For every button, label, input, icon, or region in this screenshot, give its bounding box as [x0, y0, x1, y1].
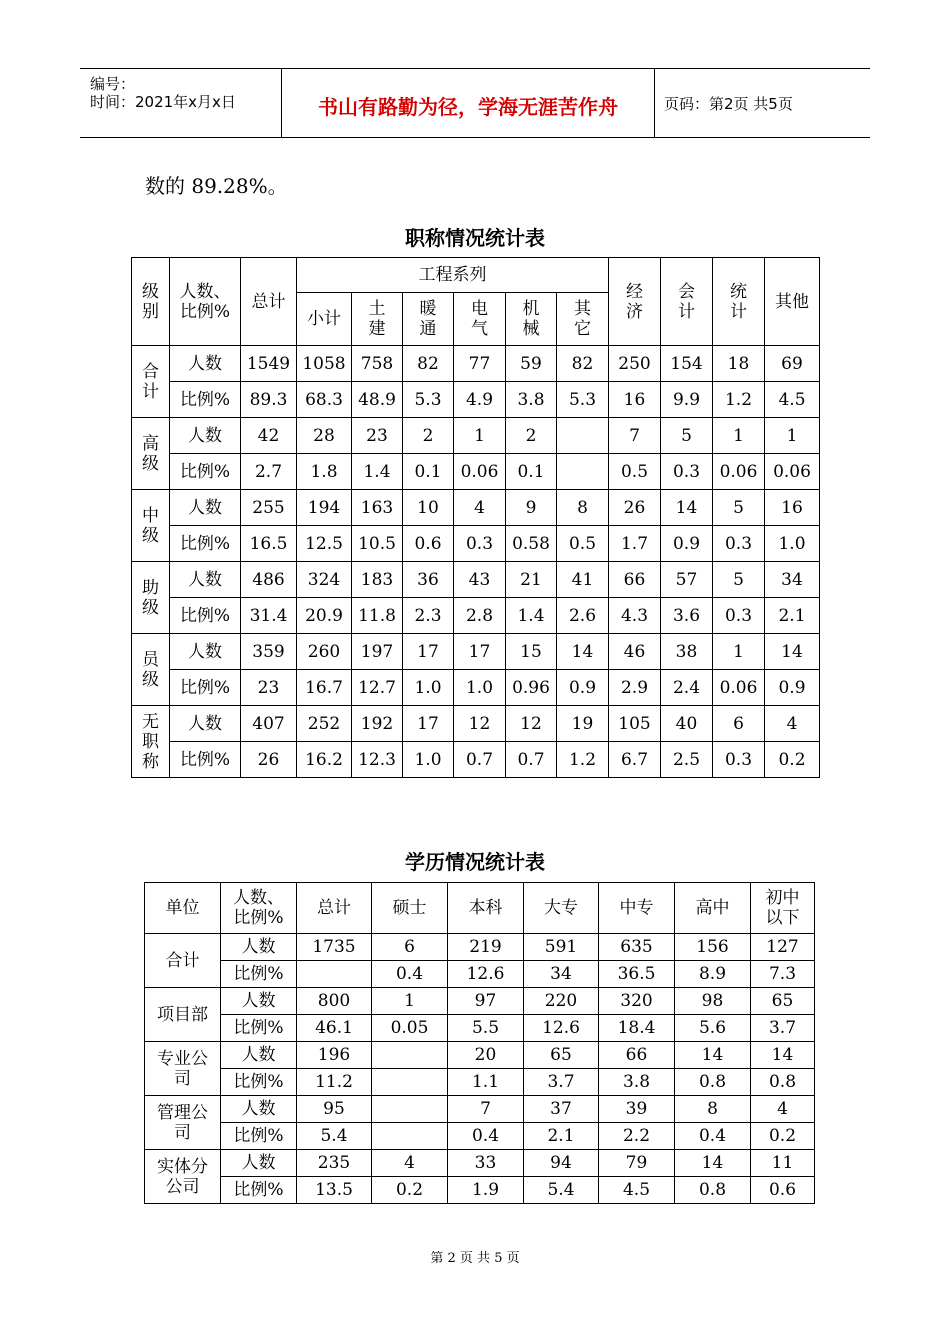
table-cell: 65: [751, 988, 815, 1015]
header-category: 其他: [765, 258, 820, 346]
table-cell: 0.3: [454, 526, 506, 562]
row-group-label: 合计: [145, 934, 221, 988]
table-cell: 5.4: [297, 1123, 372, 1150]
table-cell: 7: [609, 418, 661, 454]
header-cell: 中专: [599, 883, 675, 934]
table-cell: 5.3: [403, 382, 454, 418]
education-stats-table: [144, 882, 815, 1204]
header-category: 经济: [609, 258, 661, 346]
table-cell: 220: [524, 988, 599, 1015]
row-metric-label: 人数: [170, 346, 241, 382]
row-metric-label: 人数: [170, 418, 241, 454]
table-cell: 235: [297, 1150, 372, 1177]
table-cell: 26: [241, 742, 297, 778]
table-cell: 2: [506, 418, 557, 454]
header-engineering-sub: 其它: [557, 293, 609, 346]
table-cell: 82: [557, 346, 609, 382]
header-cell: 大专: [524, 883, 599, 934]
table-cell: 8: [675, 1096, 751, 1123]
table-cell: 1.2: [557, 742, 609, 778]
table-cell: 0.2: [751, 1123, 815, 1150]
table-cell: 2.6: [557, 598, 609, 634]
table-cell: 2.5: [661, 742, 713, 778]
table-cell: 252: [297, 706, 352, 742]
table-cell: 1: [713, 418, 765, 454]
table-cell: 3.7: [524, 1069, 599, 1096]
header-cell: 总计: [297, 883, 372, 934]
header-motto-cell: [281, 69, 655, 137]
table-cell: 194: [297, 490, 352, 526]
row-metric-label: 比例%: [170, 382, 241, 418]
table-cell: 46.1: [297, 1015, 372, 1042]
table-row: [132, 742, 820, 778]
table-cell: 0.06: [765, 454, 820, 490]
table-cell: 2.4: [661, 670, 713, 706]
table-cell: 3.8: [506, 382, 557, 418]
table-cell: [372, 1096, 448, 1123]
table-cell: 6: [372, 934, 448, 961]
header-level: 级别: [132, 258, 170, 346]
table-cell: 105: [609, 706, 661, 742]
table2-header-row: [145, 883, 815, 934]
table-cell: 42: [241, 418, 297, 454]
table-cell: 0.3: [713, 598, 765, 634]
table-cell: 1735: [297, 934, 372, 961]
row-metric-label: 比例%: [221, 1123, 297, 1150]
table-cell: [297, 961, 372, 988]
table-cell: 8.9: [675, 961, 751, 988]
table-cell: 0.3: [713, 526, 765, 562]
header-page-cell: [654, 69, 870, 137]
table-cell: 66: [609, 562, 661, 598]
table-cell: 12.5: [297, 526, 352, 562]
table-cell: 11.2: [297, 1069, 372, 1096]
table1-title: 职称情况统计表: [405, 226, 545, 250]
table-cell: 57: [661, 562, 713, 598]
header-total: 总计: [241, 258, 297, 346]
row-group-label: 实体分公司: [145, 1150, 221, 1204]
table-cell: 0.9: [557, 670, 609, 706]
page-header: [80, 68, 870, 138]
table-cell: 219: [448, 934, 524, 961]
table-cell: 0.06: [713, 454, 765, 490]
table-cell: 197: [352, 634, 403, 670]
table-cell: 14: [751, 1042, 815, 1069]
table-cell: 12: [454, 706, 506, 742]
table-cell: 21: [506, 562, 557, 598]
table-cell: 16.5: [241, 526, 297, 562]
table-cell: 2.9: [609, 670, 661, 706]
table-cell: 5: [661, 418, 713, 454]
table-cell: 5.5: [448, 1015, 524, 1042]
table-cell: 17: [454, 634, 506, 670]
table-cell: 5.6: [675, 1015, 751, 1042]
table-cell: 0.5: [557, 526, 609, 562]
table-cell: 15: [506, 634, 557, 670]
table-cell: 69: [765, 346, 820, 382]
table-cell: 1: [454, 418, 506, 454]
table-cell: 10: [403, 490, 454, 526]
title-stats-table: [131, 257, 820, 778]
header-cell: 人数、比例%: [221, 883, 297, 934]
table-row: [145, 988, 815, 1015]
table-cell: 12.6: [448, 961, 524, 988]
table-cell: 1549: [241, 346, 297, 382]
table-cell: 2.8: [454, 598, 506, 634]
table-cell: 94: [524, 1150, 599, 1177]
table-cell: 5: [713, 562, 765, 598]
row-metric-label: 比例%: [170, 598, 241, 634]
table-cell: 18.4: [599, 1015, 675, 1042]
table-row: [145, 934, 815, 961]
table-cell: 2.3: [403, 598, 454, 634]
table-cell: 34: [524, 961, 599, 988]
table-cell: 1: [765, 418, 820, 454]
table-cell: 16: [765, 490, 820, 526]
header-cell: 初中以下: [751, 883, 815, 934]
table-cell: 23: [241, 670, 297, 706]
table-cell: 0.7: [506, 742, 557, 778]
table-cell: 800: [297, 988, 372, 1015]
table-cell: 0.9: [765, 670, 820, 706]
table-cell: 0.2: [372, 1177, 448, 1204]
header-meta-cell: [80, 69, 280, 137]
table-cell: 23: [352, 418, 403, 454]
table-cell: 4.3: [609, 598, 661, 634]
table-cell: 14: [675, 1042, 751, 1069]
table-cell: 324: [297, 562, 352, 598]
table-cell: 407: [241, 706, 297, 742]
table-cell: 48.9: [352, 382, 403, 418]
table-cell: 17: [403, 634, 454, 670]
table-cell: 34: [765, 562, 820, 598]
table-cell: 28: [297, 418, 352, 454]
table-cell: 77: [454, 346, 506, 382]
table-cell: 14: [661, 490, 713, 526]
table-row: [132, 454, 820, 490]
table-cell: 0.8: [675, 1177, 751, 1204]
row-metric-label: 人数: [221, 1150, 297, 1177]
document-number: 编号：: [90, 75, 136, 93]
table-cell: 1.7: [609, 526, 661, 562]
table-cell: 196: [297, 1042, 372, 1069]
header-engineering: 工程系列: [297, 258, 609, 293]
table-cell: 9.9: [661, 382, 713, 418]
table-cell: 0.06: [454, 454, 506, 490]
row-metric-label: 比例%: [170, 454, 241, 490]
table-cell: 12: [506, 706, 557, 742]
header-engineering-sub: 土建: [352, 293, 403, 346]
row-group-label: 专业公司: [145, 1042, 221, 1096]
table-cell: 0.3: [661, 454, 713, 490]
header-page-number: 页码：第2页 共5页: [664, 95, 793, 113]
table-row: [145, 1042, 815, 1069]
table-cell: 1: [372, 988, 448, 1015]
table-cell: 192: [352, 706, 403, 742]
row-metric-label: 人数: [170, 562, 241, 598]
table-cell: 359: [241, 634, 297, 670]
table-cell: 0.8: [751, 1069, 815, 1096]
table-cell: 3.6: [661, 598, 713, 634]
table-cell: 97: [448, 988, 524, 1015]
table-cell: 8: [557, 490, 609, 526]
page-footer: 第 2 页 共 5 页: [430, 1251, 520, 1266]
header-metric: 人数、比例%: [170, 258, 241, 346]
header-motto: 书山有路勤为径，学海无涯苦作舟: [318, 95, 618, 119]
table-cell: 11.8: [352, 598, 403, 634]
table-cell: 20: [448, 1042, 524, 1069]
table-cell: 16.2: [297, 742, 352, 778]
table-row: [145, 961, 815, 988]
table-cell: 635: [599, 934, 675, 961]
table-cell: 0.9: [661, 526, 713, 562]
table-cell: 12.6: [524, 1015, 599, 1042]
table-cell: 4.9: [454, 382, 506, 418]
table-cell: 13.5: [297, 1177, 372, 1204]
table-cell: 4: [372, 1150, 448, 1177]
table-cell: 1058: [297, 346, 352, 382]
header-engineering-sub: 小计: [297, 293, 352, 346]
table-cell: 20.9: [297, 598, 352, 634]
table-cell: 6: [713, 706, 765, 742]
intro-text: 数的 89.28%。: [145, 174, 288, 198]
row-metric-label: 人数: [170, 634, 241, 670]
table-cell: 183: [352, 562, 403, 598]
table-cell: 1.8: [297, 454, 352, 490]
table-cell: 14: [765, 634, 820, 670]
table-row: [145, 1123, 815, 1150]
table-cell: 3.8: [599, 1069, 675, 1096]
table-cell: 2: [403, 418, 454, 454]
table-cell: 4: [454, 490, 506, 526]
table-cell: 7.3: [751, 961, 815, 988]
row-metric-label: 人数: [170, 490, 241, 526]
document-date: 时间：2021年x月x日: [90, 93, 236, 111]
table-row: [132, 562, 820, 598]
table-cell: 41: [557, 562, 609, 598]
table-cell: 89.3: [241, 382, 297, 418]
table-cell: 14: [675, 1150, 751, 1177]
table-cell: 1.4: [506, 598, 557, 634]
table-cell: 11: [751, 1150, 815, 1177]
table-row: [145, 1177, 815, 1204]
table-cell: 163: [352, 490, 403, 526]
table-cell: 65: [524, 1042, 599, 1069]
table-cell: 0.58: [506, 526, 557, 562]
table-cell: 6.7: [609, 742, 661, 778]
row-group-label: 管理公司: [145, 1096, 221, 1150]
row-group-label: 无职称: [132, 706, 170, 778]
table-cell: 39: [599, 1096, 675, 1123]
table-row: [132, 490, 820, 526]
header-category: 统计: [713, 258, 765, 346]
table-cell: 260: [297, 634, 352, 670]
row-group-label: 合计: [132, 346, 170, 418]
table-cell: 4: [765, 706, 820, 742]
table-row: [132, 670, 820, 706]
table-cell: 82: [403, 346, 454, 382]
table-row: [132, 706, 820, 742]
header-cell: 高中: [675, 883, 751, 934]
table-cell: 0.5: [609, 454, 661, 490]
header-engineering-sub: 机械: [506, 293, 557, 346]
table-row: [132, 346, 820, 382]
header-category: 会计: [661, 258, 713, 346]
table-cell: 46: [609, 634, 661, 670]
table-cell: 0.1: [403, 454, 454, 490]
header-cell: 本科: [448, 883, 524, 934]
table-cell: 43: [454, 562, 506, 598]
table-cell: 36: [403, 562, 454, 598]
table-cell: 16.7: [297, 670, 352, 706]
table-cell: 37: [524, 1096, 599, 1123]
table-cell: 1.0: [454, 670, 506, 706]
row-metric-label: 比例%: [221, 1177, 297, 1204]
table-cell: 1.2: [713, 382, 765, 418]
row-metric-label: 人数: [221, 1096, 297, 1123]
table-cell: 0.4: [372, 961, 448, 988]
table-cell: 4.5: [599, 1177, 675, 1204]
table-cell: 79: [599, 1150, 675, 1177]
table-cell: 98: [675, 988, 751, 1015]
table-cell: 19: [557, 706, 609, 742]
row-metric-label: 比例%: [170, 742, 241, 778]
table-cell: 1.4: [352, 454, 403, 490]
row-metric-label: 人数: [221, 1042, 297, 1069]
table-cell: 1: [713, 634, 765, 670]
row-metric-label: 人数: [170, 706, 241, 742]
table-cell: 320: [599, 988, 675, 1015]
table-cell: 5: [713, 490, 765, 526]
row-metric-label: 人数: [221, 934, 297, 961]
table-cell: 0.1: [506, 454, 557, 490]
table-cell: 68.3: [297, 382, 352, 418]
table-row: [132, 418, 820, 454]
table-cell: 5.3: [557, 382, 609, 418]
table-cell: 5.4: [524, 1177, 599, 1204]
table-cell: 154: [661, 346, 713, 382]
table-cell: 2.7: [241, 454, 297, 490]
header-cell: 单位: [145, 883, 221, 934]
table-cell: 31.4: [241, 598, 297, 634]
table-cell: 17: [403, 706, 454, 742]
table-row: [132, 598, 820, 634]
table2-title: 学历情况统计表: [405, 850, 545, 874]
table-cell: 0.96: [506, 670, 557, 706]
table-cell: 1.9: [448, 1177, 524, 1204]
table-cell: 0.6: [403, 526, 454, 562]
table-cell: 10.5: [352, 526, 403, 562]
table-cell: 758: [352, 346, 403, 382]
table-cell: 1.1: [448, 1069, 524, 1096]
table-cell: 486: [241, 562, 297, 598]
table-row: [145, 1015, 815, 1042]
header-engineering-sub: 电气: [454, 293, 506, 346]
table-cell: 40: [661, 706, 713, 742]
table-cell: 59: [506, 346, 557, 382]
table-cell: [557, 418, 609, 454]
table-cell: 591: [524, 934, 599, 961]
table-cell: 95: [297, 1096, 372, 1123]
table-cell: 33: [448, 1150, 524, 1177]
table1-header-row: [132, 258, 820, 293]
table-cell: 255: [241, 490, 297, 526]
table-cell: [372, 1069, 448, 1096]
row-group-label: 中级: [132, 490, 170, 562]
table-row: [132, 382, 820, 418]
row-group-label: 高级: [132, 418, 170, 490]
row-group-label: 助级: [132, 562, 170, 634]
table-cell: 38: [661, 634, 713, 670]
table-cell: 0.8: [675, 1069, 751, 1096]
table-row: [145, 1096, 815, 1123]
table-row: [145, 1069, 815, 1096]
table-cell: 250: [609, 346, 661, 382]
table-cell: 12.7: [352, 670, 403, 706]
table-cell: 0.3: [713, 742, 765, 778]
table-cell: 0.2: [765, 742, 820, 778]
table-cell: 0.4: [675, 1123, 751, 1150]
table-cell: 12.3: [352, 742, 403, 778]
row-metric-label: 比例%: [170, 526, 241, 562]
table-cell: 18: [713, 346, 765, 382]
row-group-label: 员级: [132, 634, 170, 706]
table-cell: 26: [609, 490, 661, 526]
table-cell: 1.0: [765, 526, 820, 562]
table-cell: 156: [675, 934, 751, 961]
row-metric-label: 比例%: [221, 1015, 297, 1042]
table-cell: 2.2: [599, 1123, 675, 1150]
table-cell: 127: [751, 934, 815, 961]
table-cell: 0.06: [713, 670, 765, 706]
table-cell: 2.1: [524, 1123, 599, 1150]
table-row: [132, 634, 820, 670]
table-cell: 36.5: [599, 961, 675, 988]
header-engineering-sub: 暖通: [403, 293, 454, 346]
table-cell: 7: [448, 1096, 524, 1123]
row-group-label: 项目部: [145, 988, 221, 1042]
table-cell: 4.5: [765, 382, 820, 418]
table-cell: [372, 1042, 448, 1069]
row-metric-label: 比例%: [221, 961, 297, 988]
table-cell: 9: [506, 490, 557, 526]
table-cell: 0.6: [751, 1177, 815, 1204]
table-cell: 1.0: [403, 742, 454, 778]
table-cell: 1.0: [403, 670, 454, 706]
table-cell: 14: [557, 634, 609, 670]
table-cell: 0.7: [454, 742, 506, 778]
table-cell: [372, 1123, 448, 1150]
table-row: [145, 1150, 815, 1177]
table-cell: 3.7: [751, 1015, 815, 1042]
table-cell: 0.4: [448, 1123, 524, 1150]
table-cell: 4: [751, 1096, 815, 1123]
row-metric-label: 比例%: [221, 1069, 297, 1096]
header-cell: 硕士: [372, 883, 448, 934]
table-cell: 0.05: [372, 1015, 448, 1042]
row-metric-label: 比例%: [170, 670, 241, 706]
table-cell: 66: [599, 1042, 675, 1069]
table-cell: 2.1: [765, 598, 820, 634]
table-row: [132, 526, 820, 562]
table-cell: 16: [609, 382, 661, 418]
table-cell: [557, 454, 609, 490]
row-metric-label: 人数: [221, 988, 297, 1015]
